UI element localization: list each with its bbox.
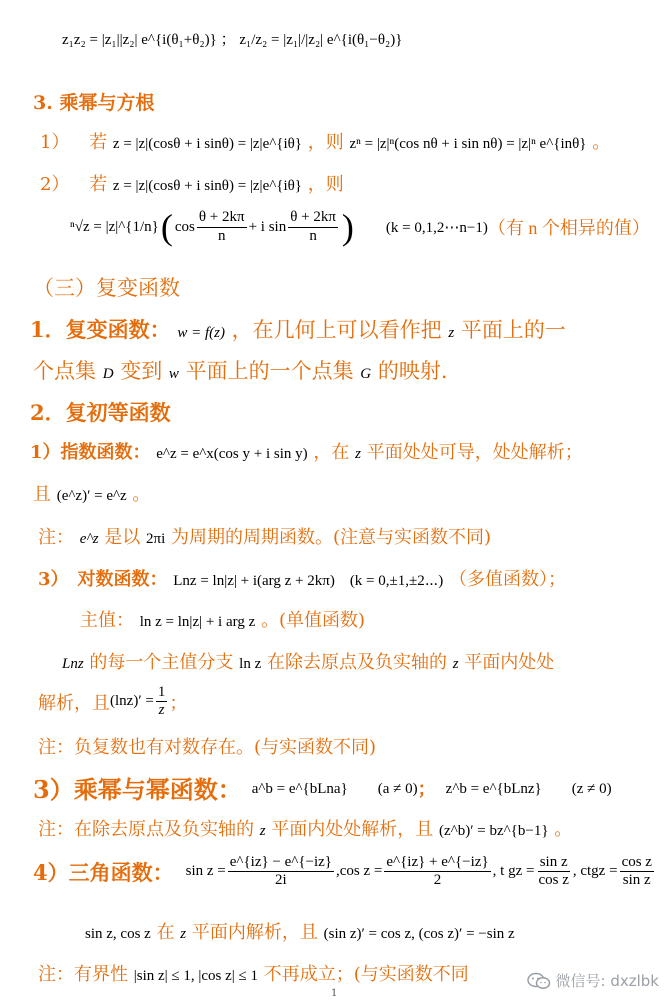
item-number: 1）: [40, 132, 70, 153]
elementary-functions-title: 2．复初等函数: [30, 400, 171, 425]
power-function-title: 3）乘幂与幂函数：: [33, 775, 242, 804]
wechat-icon: [527, 972, 551, 990]
product-quotient-formula: [62, 28, 402, 49]
note-periodic: 注： e^z 是以 2πi 为周期的周期函数。(注意与实函数不同): [38, 527, 492, 548]
note-power-analytic: 注：在除去原点及负实轴的 z 平面内处处解析，且 (z^b)′ = bz^{b−1} 。: [38, 819, 573, 840]
section-complex-functions-title: （三）复变函数: [33, 276, 180, 300]
definition-line-1: 1．复变函数： w = f(z) ，在几何上可以看作把 z 平面上的一: [30, 317, 566, 342]
trig-title: 4）三角函数：: [33, 859, 174, 885]
item-number: 2）: [40, 174, 70, 195]
separator: ；: [220, 32, 236, 48]
note-boundedness: 注：有界性 |sin z| ≤ 1, |cos z| ≤ 1 不再成立；(与实函数不同: [38, 964, 469, 985]
exponential-line: 1）指数函数： e^z = e^x(cos y + i sin y) ，在 z 平面处处可导，处处解析；: [30, 442, 583, 463]
logarithm-line: 3） 对数函数： Lnz = ln|z| + i(arg z + 2kπ) (k = 0,±1,±2⋯) （多值函数）；: [38, 569, 566, 590]
de-moivre-formula: zⁿ = |z|ⁿ(cos nθ + i sin nθ) = |z|ⁿ e^{inθ}: [349, 136, 587, 152]
ruo-label: 若: [89, 174, 108, 195]
exponential-derivative-line: 且 (e^z)′ = e^z 。: [33, 484, 151, 505]
definition-label: 1．复变函数：: [30, 317, 171, 342]
nth-root-formula: ⁿ√z = |z|^{1/n} ( cos $\frac{\theta + 2k\pi}{n}$ + i sin $\frac{\theta + 2k\pi}{n}$ ) (k = 0,1,2⋯n−1) （有 n 个相异的值）: [70, 207, 650, 247]
trig-derivative-line: sin z, cos z 在 z 平面内解析，且 (sin z)′ = cos z, (cos z)′ = −sin z: [85, 922, 515, 943]
page-number: 1: [331, 988, 338, 999]
root-cos: cos: [174, 218, 195, 235]
exponential-label: 1）指数函数：: [30, 442, 151, 463]
trig-line: 4）三角函数： sin z = $\frac{e\^{}\{iz\} - e\^{}\{-iz\}}{2i}$ ,cos z = $\frac{e\^{}\{iz\} + e\^{}\{-iz\}}{2}$ , t gz = $\frac{\text{sin z}}{\text{cos z}}$ , ctgz = $\frac{\text{cos z}}{\text{sin z}}$: [33, 854, 652, 889]
watermark-text: 微信号: dxzlbk: [555, 972, 659, 990]
product-formula: z₁z₂ = |z₁||z₂| e^{i(θ₁+θ₂)}: [62, 32, 217, 48]
root-isin: + i sin: [248, 218, 287, 235]
power-function-line: 3）乘幂与幂函数： a^b = e^{bLna} (a ≠ 0) ； z^b = e^{bLnz} (z ≠ 0): [33, 770, 612, 805]
power-line: [40, 128, 610, 154]
root-note: （有 n 个相异的值）: [487, 218, 650, 238]
quotient-formula: z₁/z₂ = |z₁|/|z₂| e^{i(θ₁−θ₂)}: [239, 32, 403, 48]
section-3-title: 3. 乘幂与方根: [33, 92, 155, 114]
lnz-branch-line-2: 解析，且 (lnz)′ = $\frac{1}{z}$ ；: [38, 684, 188, 719]
definition-line-2: 个点集 D 变到 w 平面上的一个点集 G 的映射.: [33, 359, 448, 383]
root-denominator: n: [217, 227, 226, 244]
ze-label: ，则: [307, 174, 344, 195]
wechat-watermark: [527, 970, 659, 991]
polar-form: z = |z|(cosθ + i sinθ) = |z|e^{iθ}: [112, 136, 303, 152]
logarithm-label: 3） 对数函数：: [38, 569, 168, 590]
polar-form: z = |z|(cosθ + i sinθ) = |z|e^{iθ}: [112, 178, 303, 194]
ze-label: ，则: [307, 132, 344, 153]
root-numerator: θ + 2kπ: [197, 209, 247, 227]
root-condition-line: [40, 170, 344, 196]
note-negative-log: 注：负复数也有对数存在。(与实函数不同): [38, 737, 377, 758]
ruo-label: 若: [89, 132, 108, 153]
principal-value-line: 主值： ln z = ln|z| + i arg z 。(单值函数): [80, 610, 366, 631]
root-lhs: ⁿ√z = |z|^{1/n}: [70, 218, 159, 235]
k-range: (k = 0,1,2⋯n−1): [385, 219, 488, 236]
period-mark: 。: [592, 132, 611, 153]
lnz-branch-line-1: Lnz 的每一个主值分支 ln z 在除去原点及负实轴的 z 平面内处处: [62, 652, 555, 673]
